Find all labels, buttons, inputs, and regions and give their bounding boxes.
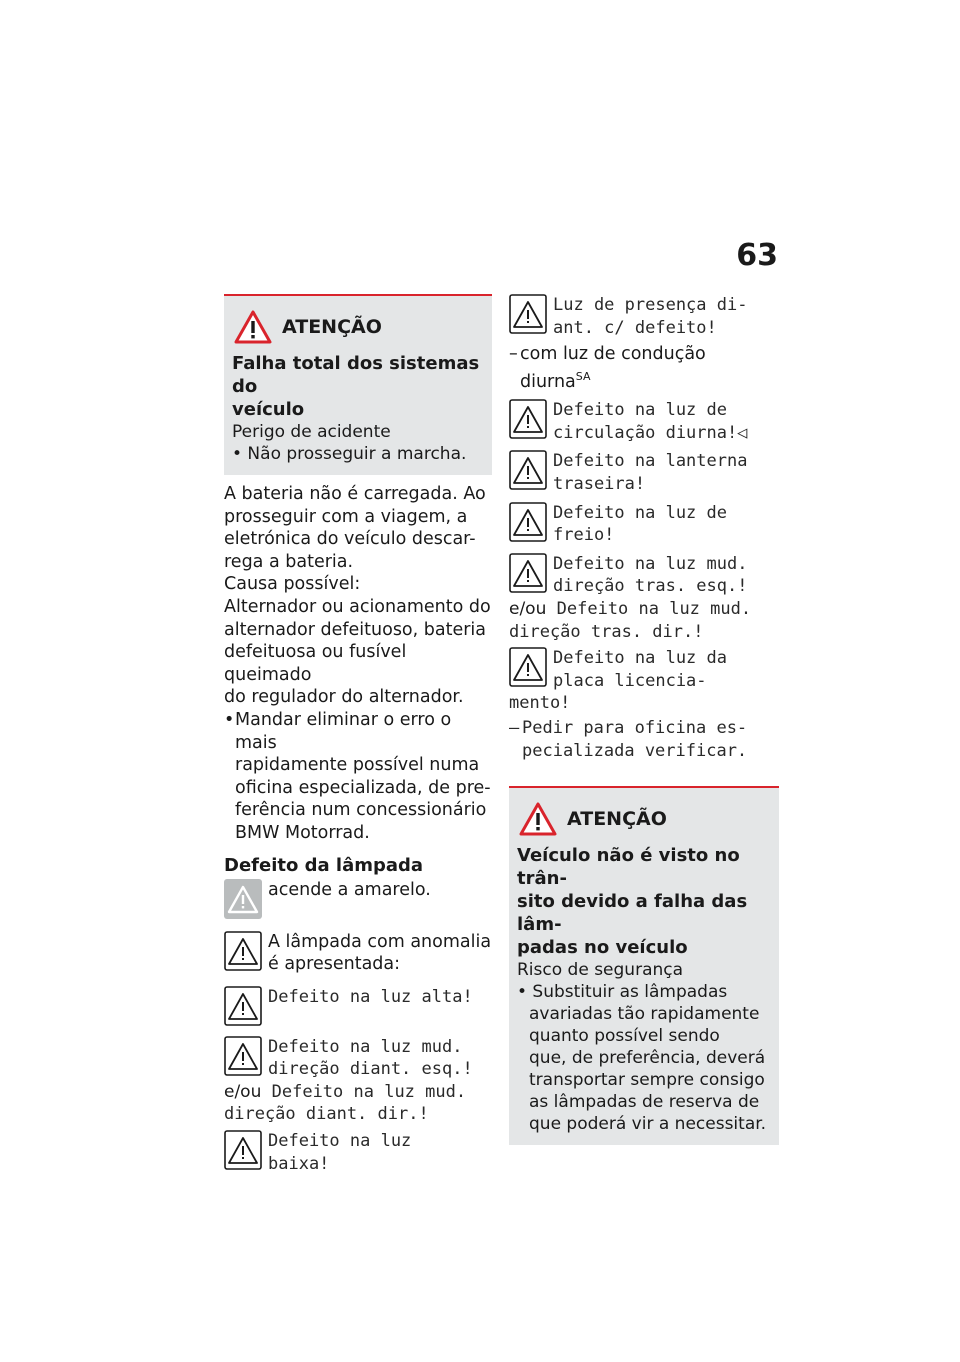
message-turn-rear-right [509,598,779,643]
lamp-lights-text: acende a amarelo. [268,879,431,900]
cause-label: Causa possível: [224,574,361,595]
display-warning-icon [509,502,547,542]
warning-title: ATENÇÃO [282,316,382,338]
warning-subject [517,844,771,959]
text-line: ant. c/ defeito! [553,317,717,338]
display-warning-icon [509,553,547,593]
warning-action: • Não prosseguir a marcha. [232,444,467,464]
warning-action [517,981,771,1135]
text-line: Defeito na luz mud. [556,598,752,619]
message-brake-light [509,502,779,547]
text-line: Defeito na luz de [553,502,727,523]
warning-header [519,802,771,836]
message-low-beam [224,1130,492,1175]
text-line: mento! [509,693,571,714]
text-line: Mandar eliminar o erro o mais [235,709,452,753]
warning-subject [232,352,484,421]
text-line: que, de preferência, deverá [529,1048,766,1069]
text-line: pecializada verificar. [522,740,748,761]
text-line: é apresentada: [268,954,401,975]
message-drl [509,399,779,444]
warning-subject-line: padas no veículo [517,937,688,959]
text-line: • Substituir as lâmpadas [517,982,728,1003]
text-line: direção diant. dir.! [224,1104,429,1125]
warning-subject-line: Veículo não é visto no trân- [517,845,740,890]
warning-box-battery [224,294,492,475]
lamp-indicator-row [224,879,492,919]
text-line: as lâmpadas de reserva de [529,1092,760,1113]
display-message [553,450,747,495]
lamp-shown-row [224,931,492,976]
display-message [553,647,727,692]
display-warning-icon [224,1036,262,1076]
display-message [553,553,747,598]
display-message [268,1036,473,1081]
and-or-label: e/ou [224,1081,262,1102]
text-line: rega a bateria. [224,551,354,572]
left-column [224,294,492,1175]
text-line: do regulador do alternador. [224,687,464,708]
text-line: direção diant. esq.! [268,1059,473,1080]
text-line: Defeito na lanterna [553,451,748,472]
text-line: direção tras. dir.! [509,621,704,642]
text-line: placa licencia- [553,670,707,691]
text-line: prosseguir com a viagem, a [224,506,468,527]
warning-triangle-icon [234,310,272,344]
section-heading: Defeito da lâmpada [224,854,424,876]
text-line: A lâmpada com anomalia [268,931,492,952]
text-line: Defeito na luz [268,1131,412,1152]
text-line: Luz de presença di- [553,295,748,315]
text-line: que poderá vir a necessitar. [529,1114,767,1135]
message-high-beam [224,986,492,1026]
text-line: direção tras. esq.! [553,576,748,597]
display-warning-icon [224,1130,262,1170]
display-message [553,399,747,444]
text-line: Alternador ou acionamento do [224,596,491,617]
text-line: oficina especializada, de pre- [235,777,491,798]
text-line: Defeito na luz mud. [271,1081,467,1102]
message-turn-front-left [224,1036,492,1081]
warning-title: ATENÇÃO [567,808,667,831]
workshop-action [509,717,779,762]
text-line: ferência num concessionário [235,800,487,821]
warning-risk: Perigo de acidente [232,422,391,442]
text-line: baixa! [268,1153,330,1174]
warning-triangle-icon [519,802,557,836]
dash-icon: – [509,717,520,738]
text-line: eletrónica do veículo descar- [224,529,476,550]
text-line: Defeito na luz mud. [553,553,748,574]
display-warning-icon [509,450,547,490]
battery-paragraph [224,483,492,709]
text-line: avariadas tão rapidamente [529,1004,760,1025]
text-line: defeituosa ou fusível queimado [224,642,407,685]
text-line: Defeito na luz mud. [268,1036,463,1057]
display-warning-icon [224,986,262,1026]
text-line: quanto possível sendo [529,1026,720,1047]
optional-equipment-mark: SA [575,369,591,383]
warning-subject-line: Falha total dos sistemas do [232,353,480,397]
text-line: traseira! [553,473,646,494]
display-warning-icon [224,931,262,971]
display-warning-icon [509,647,547,687]
text-line: com luz de condução [520,344,706,365]
text-line: diurna [520,371,576,392]
text-line: Defeito na luz da [553,648,727,669]
warning-subject-line: sito devido a falha das lâm- [517,891,748,936]
text-line: rapidamente possível numa [235,755,480,776]
text-line: Pedir para oficina es- [522,717,748,738]
right-column [509,294,779,1145]
general-warning-light-icon [224,879,262,919]
display-message [553,294,747,339]
bullet-icon: • [224,709,235,730]
text-line: BMW Motorrad. [235,822,370,843]
text-line: transportar sempre consigo [529,1070,765,1091]
message-plate-light [509,647,779,692]
drl-condition [509,343,779,393]
text-line: A bateria não é carregada. Ao [224,484,486,504]
text-line: Defeito na luz de [553,400,727,421]
message-turn-front-right [224,1081,492,1126]
display-message [268,1130,411,1175]
warning-subject-line: veículo [232,399,305,420]
warning-risk: Risco de segurança [517,960,684,981]
message-position-light [509,294,779,339]
lamp-shown-text [268,931,491,976]
message-tail-light [509,450,779,495]
display-message [553,502,727,547]
text-line: alternador defeituoso, bateria [224,619,487,640]
display-warning-icon [509,294,547,334]
display-warning-icon [509,399,547,439]
warning-header [234,310,484,344]
text-line: circulação diurna!◁ [553,422,748,443]
page-number: 63 [736,238,778,273]
display-message: Defeito na luz alta! [268,986,473,1007]
and-or-label: e/ou [509,598,547,619]
action-bullet [224,709,492,845]
warning-box-visibility [509,786,779,1145]
message-turn-rear-left [509,553,779,598]
text-line: freio! [553,525,615,546]
dash-icon: – [509,344,518,365]
